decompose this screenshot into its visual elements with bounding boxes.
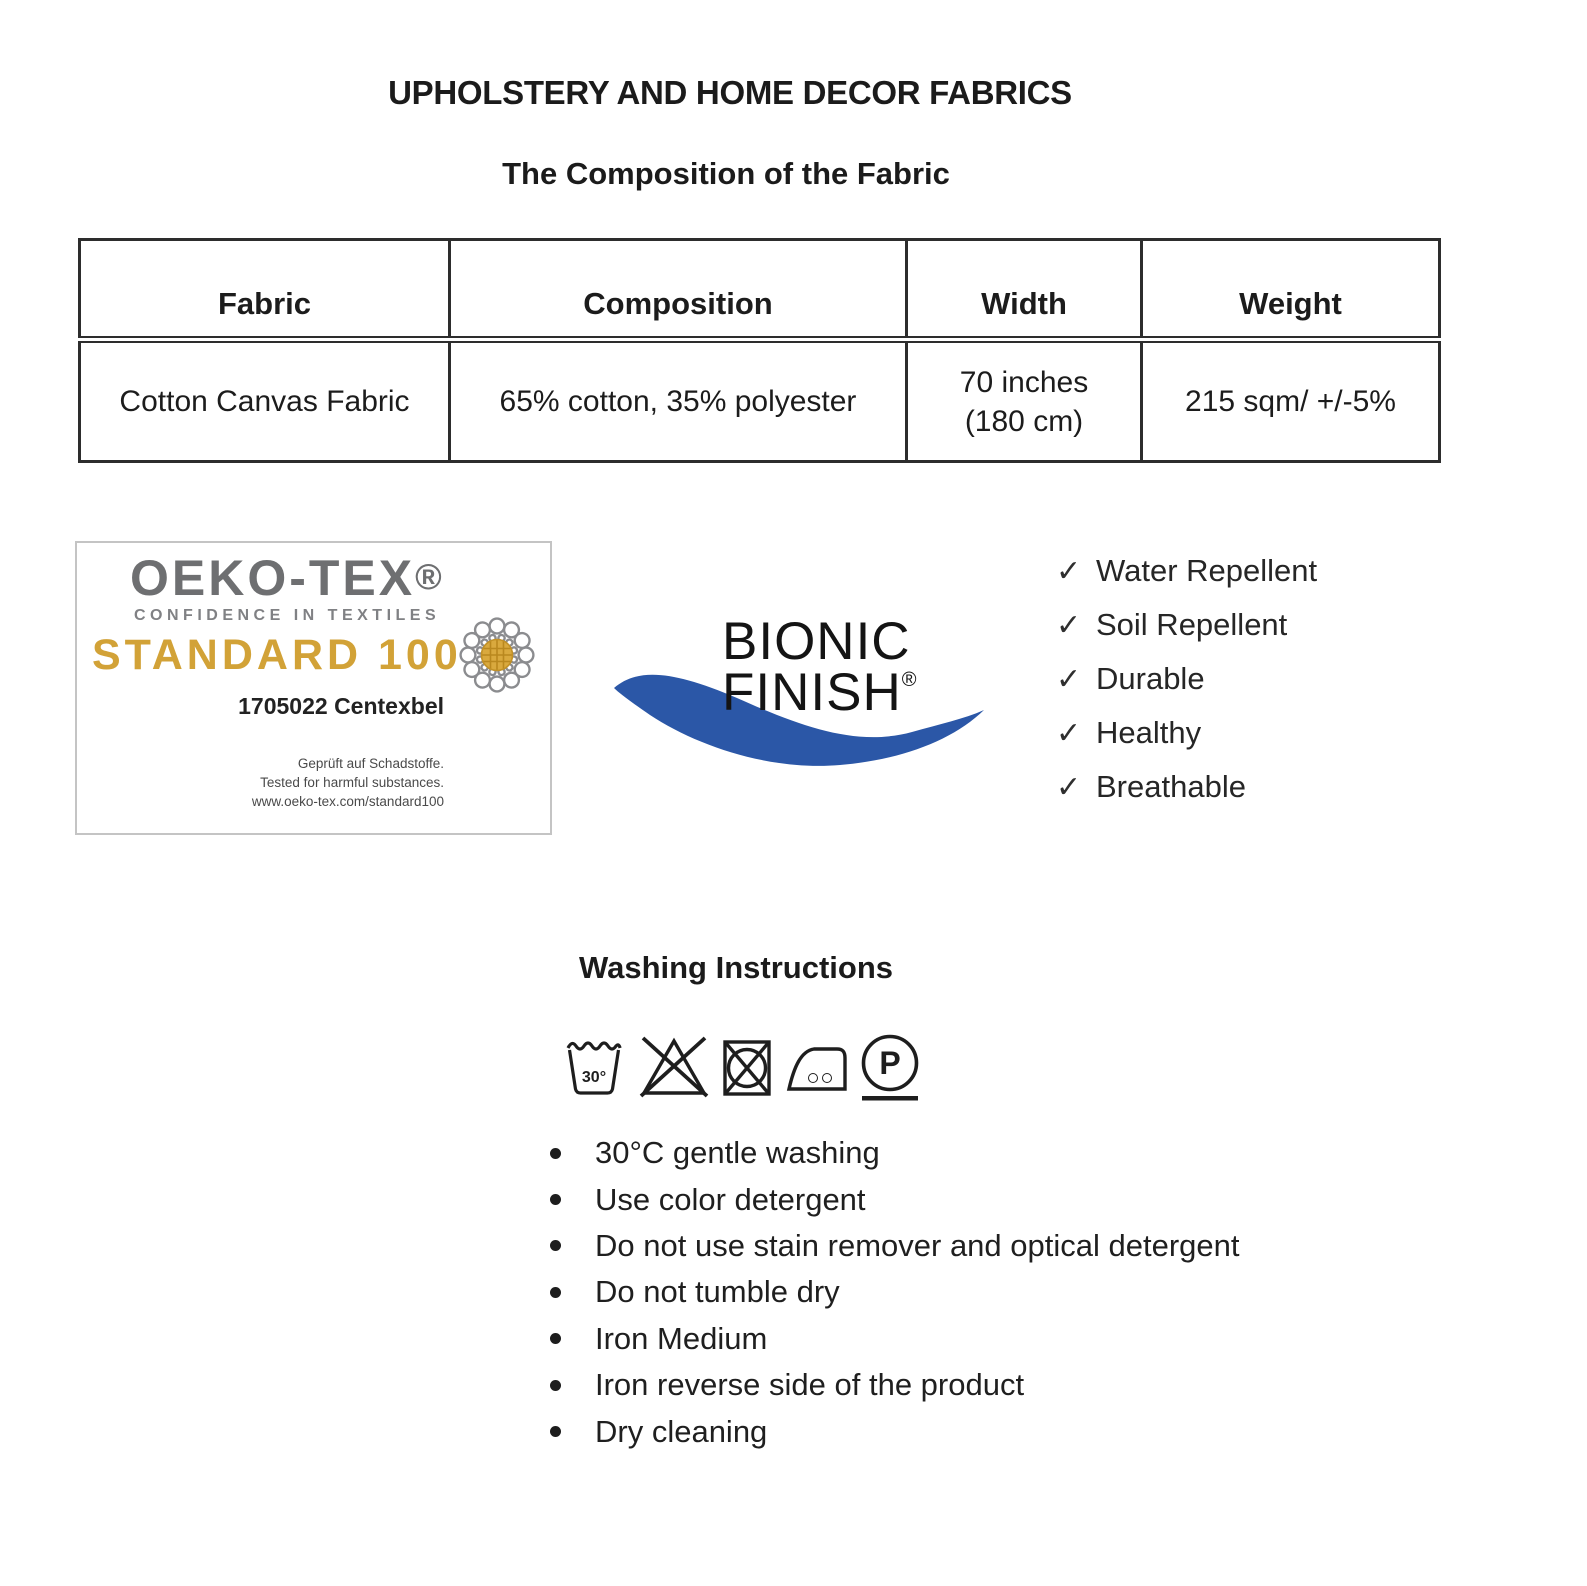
note-url: www.oeko-tex.com/standard100 [251, 794, 444, 809]
cell-width [907, 340, 1142, 462]
table-header-row [80, 240, 1440, 340]
feature-item [1050, 652, 1317, 706]
bionic-wordmark-line2 [722, 663, 918, 729]
checkmark-icon: ✓ [1056, 661, 1082, 697]
iron-medium-icon [786, 1040, 848, 1096]
bullet-icon [550, 1240, 561, 1251]
washing-bullet-list [550, 1130, 1240, 1455]
do-not-tumble-dry-icon [722, 1038, 772, 1098]
cell-width-line2: (180 cm) [964, 404, 1084, 438]
table-row [80, 340, 1440, 462]
bullet-label: Do not use stain remover and optical detergent [595, 1227, 1240, 1263]
page-title: UPHOLSTERY AND HOME DECOR FABRICS [388, 74, 1072, 111]
column-header-fabric: Fabric [80, 240, 450, 340]
washing-bullet-item [550, 1408, 1240, 1454]
do-not-bleach-icon [637, 1034, 711, 1100]
bullet-icon [550, 1194, 561, 1205]
feature-label: Breathable [1096, 769, 1246, 804]
oeko-tex-standard-100: STANDARD 100 [92, 631, 462, 679]
column-header-composition: Composition [450, 240, 907, 340]
washing-bullet-item [550, 1176, 1240, 1222]
feature-item [1050, 706, 1317, 760]
feature-label: Healthy [1096, 715, 1202, 750]
oeko-notes [252, 754, 444, 811]
bullet-label: Iron Medium [595, 1320, 768, 1356]
registered-mark-icon: ® [901, 669, 918, 691]
column-header-weight: Weight [1142, 240, 1440, 340]
bullet-icon [550, 1426, 561, 1437]
oeko-tex-tagline: CONFIDENCE IN TEXTILES [134, 607, 441, 624]
washing-bullet-item [550, 1130, 1240, 1176]
washing-bullet-item [550, 1269, 1240, 1315]
oeko-flower-icon [455, 613, 539, 697]
checkmark-icon: ✓ [1056, 553, 1082, 589]
registered-mark-icon: ® [415, 556, 442, 597]
bullet-icon [550, 1380, 561, 1391]
bullet-icon [550, 1148, 561, 1159]
finish-text: FINISH [722, 663, 902, 722]
note-english: Tested for harmful substances. [260, 775, 444, 790]
oeko-tex-label [75, 541, 552, 835]
feature-item [1050, 544, 1317, 598]
fabric-spec-table [78, 238, 1441, 463]
note-german: Geprüft auf Schadstoffe. [297, 756, 444, 771]
wash-30-icon [566, 1036, 622, 1098]
feature-label: Water Repellent [1096, 553, 1318, 588]
bullet-label: Do not tumble dry [595, 1274, 840, 1310]
bullet-icon [550, 1287, 561, 1298]
section-subtitle: The Composition of the Fabric [502, 156, 950, 191]
washing-bullet-item [550, 1223, 1240, 1269]
washing-bullet-item [550, 1316, 1240, 1362]
feature-checklist [1050, 544, 1317, 814]
wash-temp-label: 30° [581, 1069, 607, 1086]
washing-bullet-item [550, 1362, 1240, 1408]
feature-item [1050, 760, 1317, 814]
column-header-width: Width [907, 240, 1142, 340]
feature-item [1050, 598, 1317, 652]
oeko-tex-brand-text: OEKO-TEX [130, 550, 416, 606]
certificate-number: 1705022 Centexbel [238, 693, 444, 719]
cell-fabric: Cotton Canvas Fabric [80, 340, 450, 462]
bionic-wordmark-line1: BIONIC [722, 612, 911, 671]
bullet-label: Dry cleaning [595, 1413, 768, 1449]
checkmark-icon: ✓ [1056, 769, 1082, 805]
dry-clean-p-icon [858, 1032, 922, 1106]
bullet-label: 30°C gentle washing [595, 1135, 880, 1171]
checkmark-icon: ✓ [1056, 607, 1082, 643]
washing-instructions-heading: Washing Instructions [578, 950, 894, 985]
dry-clean-letter: P [879, 1045, 901, 1081]
cell-weight: 215 sqm/ +/-5% [1142, 340, 1440, 462]
bionic-finish-logo [612, 598, 1002, 798]
checkmark-icon: ✓ [1056, 715, 1082, 751]
cell-width-line1: 70 inches [959, 365, 1089, 399]
feature-label: Soil Repellent [1096, 607, 1288, 642]
cell-composition: 65% cotton, 35% polyester [450, 340, 907, 462]
oeko-tex-wordmark [130, 549, 442, 607]
bullet-icon [550, 1333, 561, 1344]
feature-label: Durable [1096, 661, 1205, 696]
bullet-label: Use color detergent [595, 1181, 866, 1217]
bullet-label: Iron reverse side of the product [595, 1367, 1025, 1403]
